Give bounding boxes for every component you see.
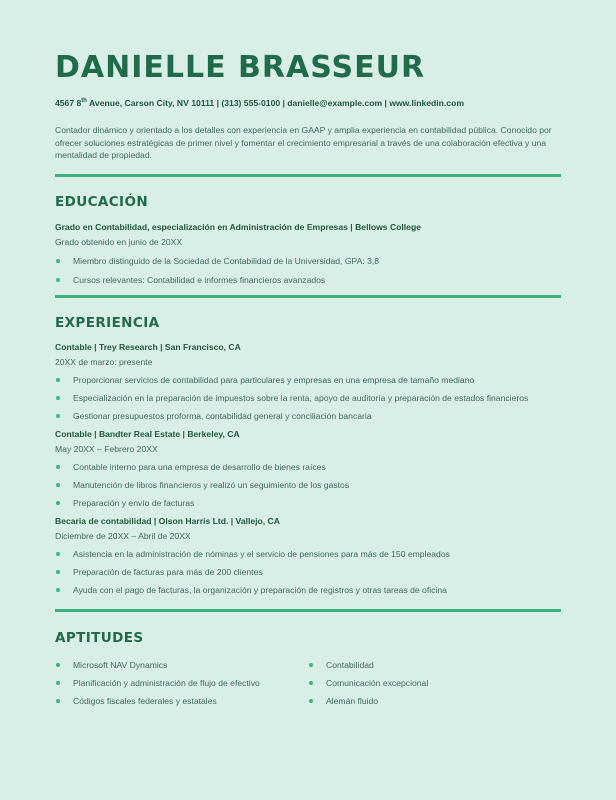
list-item-text: Proporcionar servicios de contabilidad para particulares y empresas en una empresa de tamaño mediano xyxy=(73,374,475,385)
bullet-icon xyxy=(309,699,313,703)
list-item-text: Asistencia en la administración de nóminas y el servicio de pensiones para más de 150 empleados xyxy=(73,548,450,559)
job-entry xyxy=(55,516,561,595)
skills-column xyxy=(55,660,308,706)
bullet-icon xyxy=(56,414,60,418)
section-divider xyxy=(55,174,561,177)
job-date: 20XX de marzo: presente xyxy=(55,356,153,367)
candidate-name: DANIELLE BRASSEUR xyxy=(55,50,426,85)
list-item xyxy=(55,375,561,385)
bullet-icon xyxy=(56,663,60,667)
bullet-icon xyxy=(56,681,60,685)
list-item xyxy=(55,549,561,559)
list-item xyxy=(308,660,558,670)
job-title: Contable | Trey Research | San Francisco, CA xyxy=(55,341,241,352)
contact-details: Avenue, Carson City, NV 10111 | (313) 555-0100 | danielle@example.com | www.linkedin.com xyxy=(86,98,464,108)
list-item-text: Códigos fiscales federales y estatales xyxy=(73,695,217,706)
bullet-icon xyxy=(56,465,60,469)
list-item xyxy=(308,678,558,688)
list-item-text: Gestionar presupuestos proforma, contabilidad general y conciliación bancaria xyxy=(73,410,372,421)
job-title: Becaria de contabilidad | Olson Harris Ltd. | Vallejo, CA xyxy=(55,515,280,526)
list-item-text: Contable interno para una empresa de desarrollo de bienes raíces xyxy=(73,461,326,472)
list-item xyxy=(55,585,561,595)
job-bullets xyxy=(55,462,561,508)
list-item xyxy=(55,411,561,421)
list-item xyxy=(55,393,561,403)
job-bullets xyxy=(55,375,561,421)
education-bullets xyxy=(55,256,561,285)
contact-line xyxy=(55,98,561,108)
bullet-icon xyxy=(56,699,60,703)
list-item xyxy=(55,480,561,490)
bullet-icon xyxy=(56,501,60,505)
skills-heading: APTITUDES xyxy=(55,629,144,646)
list-item-text: Ayuda con el pago de facturas, la organización y preparación de registros y otras tareas de oficina xyxy=(73,584,447,595)
bullet-icon xyxy=(56,278,60,282)
job-date: Diciembre de 20XX – Abril de 20XX xyxy=(55,530,191,541)
job-date: May 20XX – Febrero 20XX xyxy=(55,443,158,454)
list-item xyxy=(55,462,561,472)
list-item-text: Microsoft NAV Dynamics xyxy=(73,659,168,670)
profile-summary: Contador dinámico y orientado a los detalles con experiencia en GAAP y amplia experiencia en contabilidad pública. Conocido por ofrecer soluciones estratégicas de primer nivel y fomentar el crecimiento empresarial a través de una colaboración efectiva y una mentalidad de propiedad. xyxy=(55,125,552,160)
list-item xyxy=(55,256,561,266)
section-divider xyxy=(55,609,561,612)
bullet-icon xyxy=(309,681,313,685)
job-bullets xyxy=(55,549,561,595)
bullet-icon xyxy=(56,378,60,382)
list-item xyxy=(55,696,308,706)
list-item-text: Preparación de facturas para más de 200 clientes xyxy=(73,566,263,577)
bullet-icon xyxy=(56,483,60,487)
skills-column xyxy=(308,660,558,706)
list-item-text: Miembro distinguido de la Sociedad de Contabilidad de la Universidad, GPA: 3,8 xyxy=(73,255,380,266)
list-item xyxy=(308,696,558,706)
job-entry xyxy=(55,342,561,421)
bullet-icon xyxy=(56,396,60,400)
list-item xyxy=(55,567,561,577)
job-entry xyxy=(55,429,561,508)
list-item-text: Preparación y envío de facturas xyxy=(73,497,195,508)
list-item xyxy=(55,498,561,508)
skills-list xyxy=(55,660,561,706)
list-item-text: Comunicación excepcional xyxy=(326,677,429,688)
contact-address-number: 4567 8 xyxy=(55,98,82,108)
bullet-icon xyxy=(56,588,60,592)
section-divider xyxy=(55,295,561,298)
education-degree: Grado en Contabilidad, especialización en Administración de Empresas | Bellows College xyxy=(55,221,421,232)
list-item xyxy=(55,275,561,285)
list-item-text: Cursos relevantes: Contabilidad e informes financieros avanzados xyxy=(73,274,326,285)
list-item-text: Manutención de libros financieros y realizó un seguimiento de los gastos xyxy=(73,479,350,490)
education-date: Grado obtenido en junio de 20XX xyxy=(55,236,183,247)
list-item-text: Especialización en la preparación de impuestos sobre la renta, apoyo de auditoría y preparación de estados financieros xyxy=(73,392,529,403)
bullet-icon xyxy=(56,570,60,574)
list-item-text: Planificación y administración de flujo de efectivo xyxy=(73,677,260,688)
bullet-icon xyxy=(309,663,313,667)
job-title: Contable | Bandter Real Estate | Berkeley, CA xyxy=(55,428,240,439)
bullet-icon xyxy=(56,259,60,263)
bullet-icon xyxy=(56,552,60,556)
contact-address-suffix: th xyxy=(81,98,87,105)
experience-heading: EXPERIENCIA xyxy=(55,314,160,331)
list-item xyxy=(55,678,308,688)
list-item-text: Contabilidad xyxy=(326,659,374,670)
list-item xyxy=(55,660,308,670)
education-heading: EDUCACIÓN xyxy=(55,193,149,210)
list-item-text: Alemán fluido xyxy=(326,695,379,706)
